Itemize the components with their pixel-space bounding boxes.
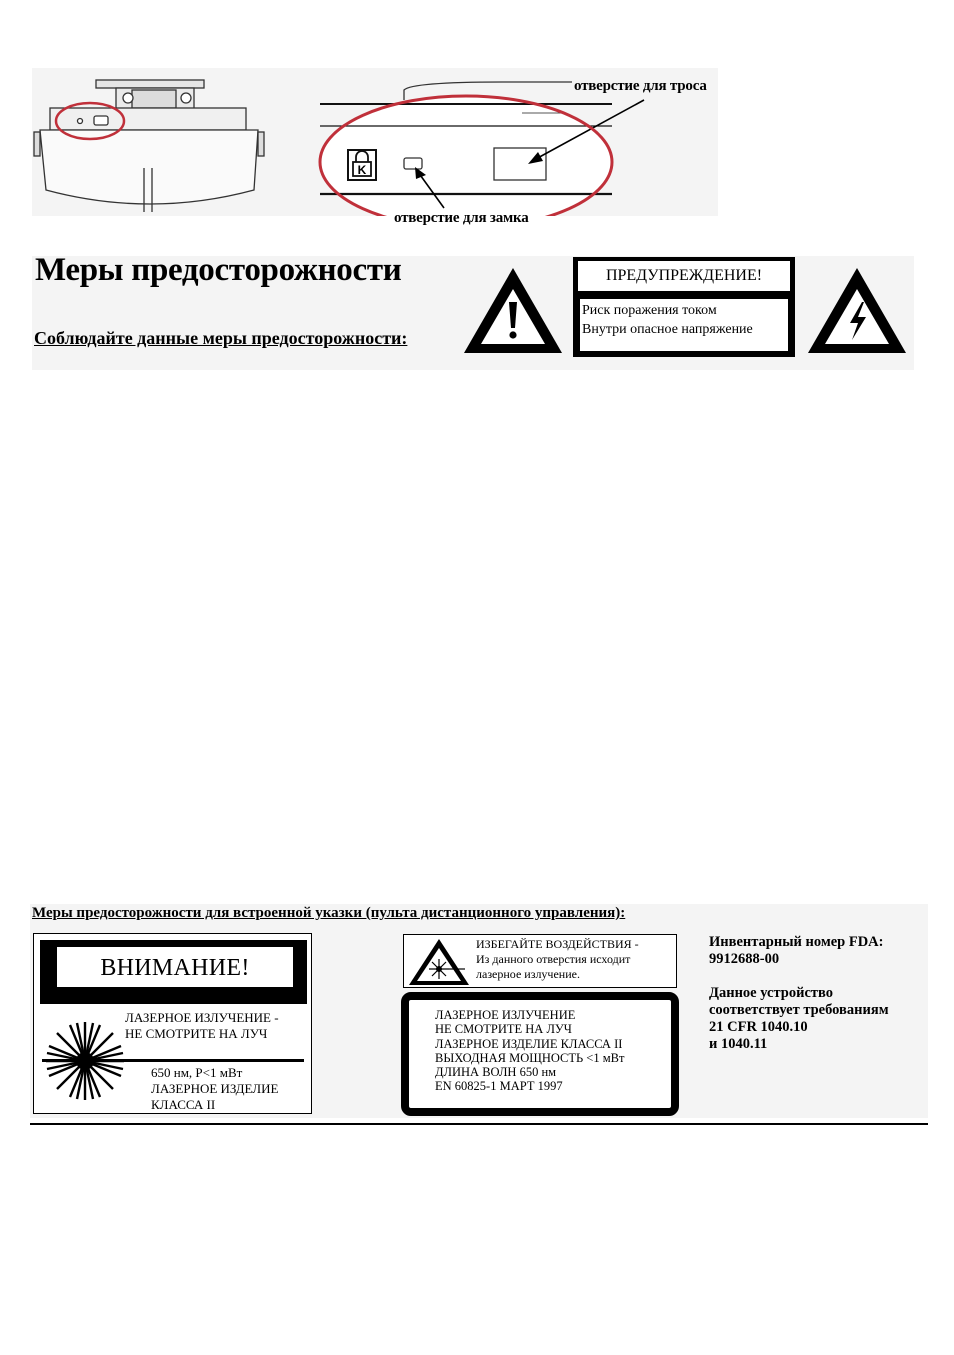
fda-compliance-text	[709, 934, 889, 1053]
warning-box-line-2: Внутри опасное напряжение	[582, 322, 753, 337]
attention-line-2: НЕ СМОТРИТЕ НА ЛУЧ	[125, 1026, 268, 1041]
class-ii-text	[435, 1008, 624, 1094]
fda-line-5: 21 CFR 1040.10	[709, 1019, 808, 1035]
page-title: Меры предосторожности	[35, 252, 402, 288]
projector-overview	[34, 80, 264, 212]
laser-warning-triangle-icon	[407, 937, 471, 987]
class-ii-line-2: НЕ СМОТРИТЕ НА ЛУЧ	[435, 1022, 572, 1037]
attention-line-3: 650 нм, P<1 мВт	[151, 1065, 243, 1080]
class-ii-line-3: ЛАЗЕРНОЕ ИЗДЕЛИЕ КЛАССА II	[435, 1036, 623, 1051]
attention-lower-text	[151, 1065, 278, 1113]
attention-banner-text: ВНИМАНИЕ!	[57, 947, 293, 987]
lock-hole-label: отверстие для замка	[394, 210, 529, 226]
svg-text:K: K	[357, 163, 367, 177]
attention-line-1: ЛАЗЕРНОЕ ИЗЛУЧЕНИЕ -	[125, 1010, 279, 1025]
fda-line-1: Инвентарный номер FDA:	[709, 934, 884, 950]
lightning-triangle-icon	[804, 264, 910, 357]
attention-line-5: КЛАССА II	[151, 1097, 216, 1112]
precautions-subtitle: Соблюдайте данные меры предосторожности:	[34, 328, 408, 348]
warning-box-line-1: Риск поражения током	[582, 303, 717, 318]
attention-banner	[40, 940, 307, 1004]
avoid-line-1: ИЗБЕГАЙТЕ ВОЗДЕЙСТВИЯ -	[476, 937, 639, 951]
class-ii-line-4: ВЫХОДНАЯ МОЩНОСТЬ <1 мВт	[435, 1050, 625, 1065]
fda-line-2: 9912688-00	[709, 951, 780, 967]
lock-hole	[404, 158, 422, 169]
avoid-exposure-label	[403, 934, 677, 988]
section-bottom-rule	[30, 1123, 928, 1125]
attention-upper-text	[125, 1010, 279, 1042]
cable-hole-label: отверстие для троса	[574, 78, 707, 94]
attention-line-4: ЛАЗЕРНОЕ ИЗДЕЛИЕ	[151, 1081, 279, 1096]
attention-divider	[42, 1059, 304, 1062]
class-ii-line-6: EN 60825-1 МАРТ 1997	[435, 1079, 563, 1094]
laser-section-heading: Меры предосторожности для встроенной указки (пульта дистанционного управления):	[32, 905, 626, 921]
fda-line-6: и 1040.11	[709, 1036, 768, 1052]
avoid-line-3: лазерное излучение.	[476, 967, 580, 981]
exclamation-triangle-icon	[460, 264, 566, 357]
kensington-lock-icon	[348, 150, 376, 180]
avoid-exposure-text	[476, 937, 639, 982]
attention-laser-label	[33, 933, 312, 1114]
zoom-detail	[320, 82, 644, 216]
fda-line-4: соответствует требованиям	[709, 1002, 889, 1018]
laser-class-ii-label	[401, 992, 679, 1116]
avoid-line-2: Из данного отверстия исходит	[476, 952, 631, 966]
projector-security-figure	[32, 68, 718, 226]
warning-box-body	[580, 299, 788, 351]
electric-shock-warning-box	[573, 257, 795, 357]
class-ii-line-5: ДЛИНА ВОЛН 650 нм	[435, 1065, 557, 1080]
warning-box-heading: ПРЕДУПРЕЖДЕНИЕ!	[578, 261, 790, 291]
class-ii-line-1: ЛАЗЕРНОЕ ИЗЛУЧЕНИЕ	[435, 1008, 576, 1022]
fda-line-3: Данное устройство	[709, 985, 833, 1001]
